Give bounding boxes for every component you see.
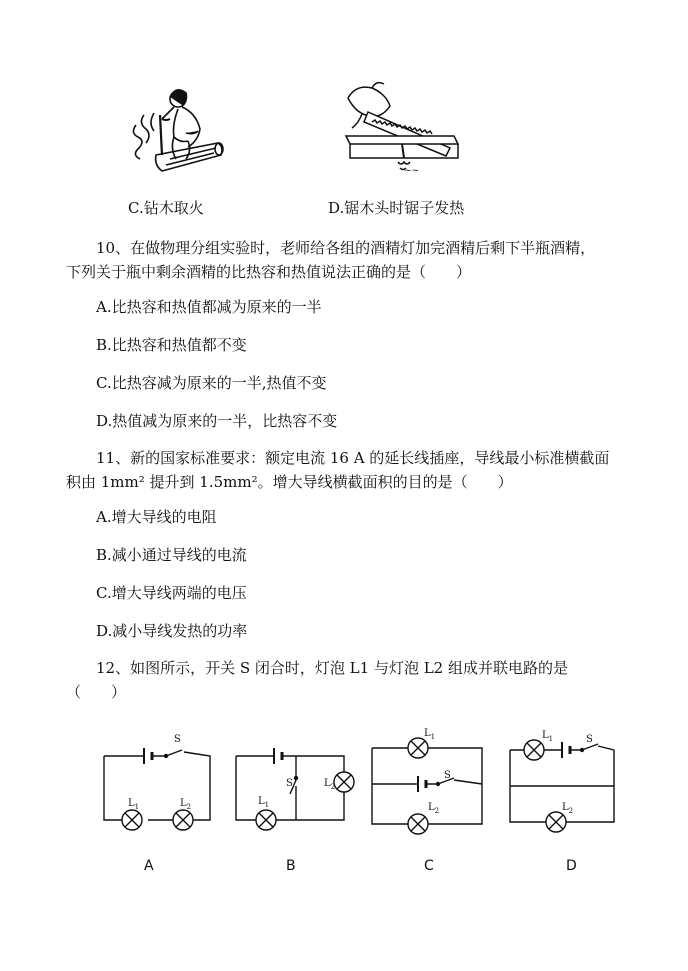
circuit-diagrams [0, 720, 688, 850]
label-l1-b: $L_1$ [258, 796, 270, 809]
label-l2-b: $L_2$ [324, 778, 336, 791]
image-sawing-wood [342, 78, 462, 178]
q10-option-b: B.比热容和热值都不变 [96, 336, 247, 354]
circuit-label-d: D [566, 858, 577, 874]
circuit-label-b: B [286, 858, 296, 874]
q11-option-b: B.减小通过导线的电流 [96, 546, 247, 564]
label-s-c: S [444, 770, 451, 781]
caption-d: D.锯木头时锯子发热 [328, 199, 465, 217]
q11-option-c: C.增大导线两端的电压 [96, 584, 247, 602]
q12-stem-line1: 12、如图所示，开关 S 闭合时，灯泡 L1 与灯泡 L2 组成并联电路的是 [96, 659, 568, 677]
q10-stem-line1: 10、在做物理分组实验时，老师给各组的酒精灯加完酒精后剩下半瓶酒精， [96, 239, 596, 257]
caption-c: C.钻木取火 [128, 199, 204, 217]
circuit-b [236, 748, 354, 830]
q11-stem-line1: 11、新的国家标准要求：额定电流 16 A 的延长线插座，导线最小标准横截面 [96, 449, 610, 467]
label-l1-d: $L_1$ [542, 730, 554, 743]
q10-stem-line2: 下列关于瓶中剩余酒精的比热容和热值说法正确的是（ ） [66, 263, 472, 281]
label-l2-d: $L_2$ [562, 802, 574, 815]
q11-option-d: D.减小导线发热的功率 [96, 622, 248, 640]
circuit-label-a: A [144, 858, 154, 874]
image-drilling-wood-fire [126, 85, 226, 180]
label-s-a: S [174, 734, 181, 745]
circuit-label-c: C [424, 858, 434, 874]
label-s-b: S [286, 778, 293, 789]
svg-text:~~: ~~ [404, 166, 420, 176]
q11-option-a: A.增大导线的电阻 [96, 508, 217, 526]
label-l1-c: $L_1$ [424, 728, 436, 741]
q10-option-a: A.比热容和热值都减为原来的一半 [96, 298, 322, 316]
label-l2-a: $L_2$ [180, 798, 192, 811]
q11-stem-line2: 积由 1mm² 提升到 1.5mm²。增大导线横截面积的目的是（ ） [66, 473, 513, 491]
q10-option-d: D.热值减为原来的一半，比热容不变 [96, 412, 338, 430]
q12-stem-line2: （ ） [66, 683, 127, 701]
label-s-d: S [586, 734, 593, 745]
circuit-d [510, 740, 614, 832]
label-l2-c: $L_2$ [428, 802, 440, 815]
circuit-c [372, 738, 482, 834]
label-l1-a: $L_1$ [128, 798, 140, 811]
q10-option-c: C.比热容减为原来的一半,热值不变 [96, 374, 327, 392]
circuit-a [104, 748, 210, 830]
